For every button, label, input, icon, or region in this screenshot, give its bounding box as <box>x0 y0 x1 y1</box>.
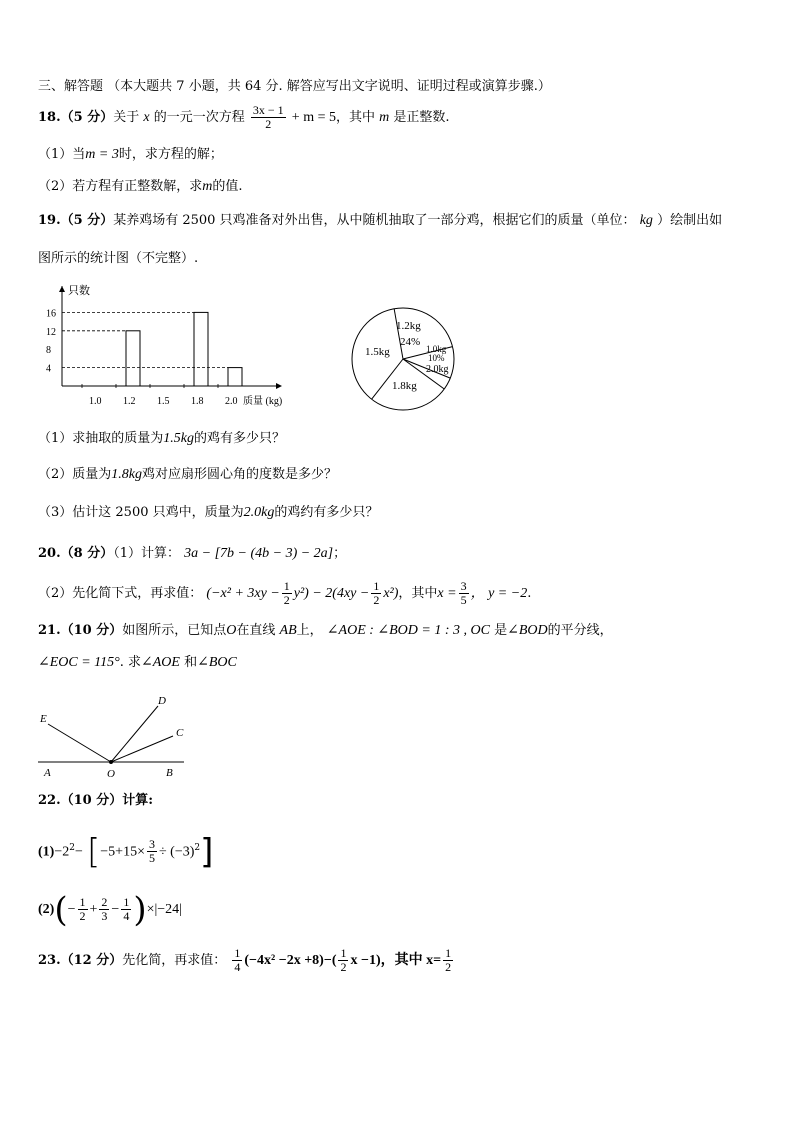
label-o: O <box>107 768 115 780</box>
ray-oe <box>48 724 111 762</box>
q18-p2-label: （2）若方程有正整数解，求 <box>38 179 203 194</box>
q20-p2-where: ，其中 <box>398 586 438 601</box>
q22-p1-d: ÷ (−3) <box>158 844 195 860</box>
q19-part2 <box>38 466 337 484</box>
q20-part1 <box>38 545 346 563</box>
q22-p2-a: − <box>67 902 76 917</box>
q19-p2-val: 1.8kg <box>111 467 142 482</box>
left-paren: ( <box>54 889 68 930</box>
q20-frac-2 <box>371 580 381 607</box>
q22-p1-fn: 3 <box>148 837 155 852</box>
q23-number: 23.（12 分） <box>38 953 123 968</box>
q21-ratio: ∠AOE : ∠BOD = 1 : 3 , OC <box>326 623 490 638</box>
section-note: （本大题共 7 小题，共 64 分. 解答应写出文字说明、证明过程或演算步骤.） <box>107 79 551 94</box>
q21-stem-2 <box>38 654 237 672</box>
q18-var-m: m <box>379 110 390 125</box>
q23-m2: x −1)，其中 x= <box>350 953 442 968</box>
y-axis-label: 只数 <box>68 285 90 297</box>
q23-f1n: 1 <box>234 946 241 960</box>
q21-text-b: 在直线 <box>236 623 276 638</box>
q22-p2-c: − <box>111 902 120 917</box>
q20-number: 20.（8 分） <box>38 546 114 561</box>
q22-p2-f1d: 2 <box>79 909 86 923</box>
q20-frac-3 <box>459 580 469 607</box>
q18-text-d: 是正整数. <box>393 110 450 125</box>
q19-text-c: 图所示的统计图（不完整）. <box>38 251 199 266</box>
q20-p2-m3: x²) <box>383 586 399 601</box>
q20-p2-m2: y²) − 2(4xy − <box>293 586 370 601</box>
q19-unit: kg <box>639 213 653 228</box>
q22-p1-label: (1) <box>38 844 55 860</box>
q20-p1-math: 3a − [7b − (4b − 3) − 2a] <box>184 546 334 561</box>
left-bracket: [ <box>87 831 101 872</box>
bar <box>126 331 140 386</box>
q23-frac3 <box>443 947 453 974</box>
q21-number: 21.（10 分） <box>38 623 123 638</box>
label-d: D <box>158 695 166 707</box>
label-c: C <box>176 727 184 739</box>
q23-f3n: 1 <box>445 946 452 960</box>
q23-frac1 <box>232 947 242 974</box>
q18-p2-rest: 的值. <box>212 179 243 194</box>
x-tick-label: 1.0 <box>89 396 102 407</box>
q22-p1-a: −2 <box>54 844 70 860</box>
q20-f3-den: 5 <box>460 593 467 607</box>
y-tick-label: 12 <box>46 326 56 338</box>
q20-frac-1 <box>282 580 292 607</box>
ray-od <box>111 706 158 762</box>
q21-text-f: . 求 <box>119 655 142 670</box>
q20-p2-m1: (−x² + 3xy − <box>206 586 280 601</box>
point-o <box>109 760 113 764</box>
section-title: 三、解答题 <box>38 79 104 94</box>
x-tick-label: 1.8 <box>191 396 204 407</box>
x-axis-label: 质量 (kg) <box>243 396 283 407</box>
pie-label: 2.0kg <box>426 364 449 375</box>
q21-text-a: 如图所示，已知点 <box>122 623 227 638</box>
y-axis-arrow <box>59 286 65 292</box>
q22-p1-fd: 5 <box>148 851 155 866</box>
q18-part1 <box>38 146 223 164</box>
q19-p3-val: 2.0kg <box>243 505 275 520</box>
pie-label: 1.8kg <box>392 380 417 392</box>
q21-stem <box>38 622 613 640</box>
q18-p1-label: （1）当 <box>38 147 86 162</box>
pie-label: 24% <box>400 336 421 348</box>
q21-text-c: 上， <box>296 623 323 638</box>
q20-part2 <box>38 580 531 607</box>
q22-stem <box>38 792 153 810</box>
q18-fraction <box>251 104 286 131</box>
q22-p2-f2d: 3 <box>101 909 108 923</box>
q18-text-c: ，其中 <box>335 110 375 125</box>
q19-p3-a: （3）估计这 2500 只鸡中，质量为 <box>38 505 244 520</box>
q18-var-x: x <box>143 110 150 125</box>
q23-text: 先化简，再求值： <box>122 953 227 968</box>
q20-p2-a: （2）先化简下式，再求值： <box>38 586 203 601</box>
q20-p2-end: . <box>527 586 532 601</box>
q19-p1-b: 的鸡有多少只？ <box>194 431 286 446</box>
q21-text-d: 是 <box>494 623 508 638</box>
y-tick-label: 4 <box>46 363 51 375</box>
q18-text: 关于 <box>113 110 140 125</box>
q23-frac2 <box>338 947 348 974</box>
q18-p2-var: m <box>202 179 213 194</box>
bar <box>228 368 242 386</box>
q22-p1-sup2: 2 <box>194 843 201 853</box>
pie-label: 1.0kg <box>426 344 447 354</box>
q20-p2-y: ， y = −2 <box>470 586 528 601</box>
q22-p2-frac1 <box>78 896 88 923</box>
x-tick-label: 1.5 <box>157 396 170 407</box>
q21-pt-o: O <box>226 623 237 638</box>
q19-p2-b: 鸡对应扇形圆心角的度数是多少？ <box>142 467 338 482</box>
q19-stem <box>38 212 722 230</box>
q22-p1-frac <box>147 838 157 865</box>
right-bracket: ] <box>200 831 214 872</box>
q23-stem <box>38 944 455 978</box>
pie-chart <box>348 305 463 413</box>
x-tick-label: 1.2 <box>123 396 136 407</box>
bar <box>194 312 208 386</box>
q21-ab: AB <box>279 623 297 638</box>
q22-p2-f1n: 1 <box>79 895 86 909</box>
q22-number: 22.（10 分） <box>38 793 123 808</box>
q22-p2-frac2 <box>99 896 109 923</box>
q22-text: 计算: <box>122 793 154 808</box>
q22-p2-f3d: 4 <box>123 909 130 923</box>
q23-f2d: 2 <box>340 960 347 974</box>
q20-f2-num: 1 <box>373 579 380 593</box>
x-tick-label: 2.0 <box>225 396 238 407</box>
q22-p2-f3n: 1 <box>123 895 130 909</box>
label-e: E <box>40 713 47 725</box>
q19-text-b: ）绘制出如 <box>657 213 723 228</box>
q19-text-a: 某养鸡场有 2500 只鸡准备对外出售，从中随机抽取了一部分鸡，根据它们的质量（单位： <box>113 213 636 228</box>
q18-frac-den: 2 <box>265 117 272 131</box>
q18-frac-num: 3x − 1 <box>252 103 284 117</box>
q20-p1-a: （1）计算： <box>113 546 180 561</box>
q20-f1-num: 1 <box>283 579 290 593</box>
ray-oc <box>111 736 173 762</box>
q19-part1 <box>38 430 285 448</box>
q22-p2-label: (2) <box>38 902 55 917</box>
pie-label: 10% <box>428 353 445 363</box>
q22-p2-b: + <box>89 902 98 917</box>
right-paren: ) <box>133 889 147 930</box>
q22-p2-e: |−24| <box>154 902 182 917</box>
q18-number: 18.（5 分） <box>38 110 114 125</box>
q21-text-g: 和 <box>184 655 198 670</box>
q22-part2 <box>38 889 182 930</box>
q22-p1-b: − <box>74 844 83 860</box>
q21-aoe: ∠AOE <box>141 655 180 670</box>
label-b: B <box>166 767 173 779</box>
q22-p1-c: −5+15× <box>100 844 145 860</box>
q20-f2-den: 2 <box>373 593 380 607</box>
q18-eq-tail: + m = 5 <box>291 110 336 125</box>
q18-p1-rest: 时，求方程的解； <box>118 147 223 162</box>
q19-p3-b: 的鸡约有多少只？ <box>274 505 379 520</box>
q20-p2-x: x = <box>437 586 457 601</box>
q22-p2-d: × <box>146 902 155 917</box>
q21-boc: ∠BOC <box>197 655 237 670</box>
q22-p2-f2n: 2 <box>101 895 108 909</box>
q18-stem <box>38 104 450 131</box>
q19-p2-a: （2）质量为 <box>38 467 112 482</box>
q19-p1-val: 1.5kg <box>163 431 194 446</box>
q23-f3d: 2 <box>445 960 452 974</box>
q23-f2n: 1 <box>340 946 347 960</box>
bar-chart <box>38 278 313 408</box>
q21-eoc: ∠EOC = 115° <box>38 655 120 670</box>
q19-part3 <box>38 504 378 522</box>
q18-p1-math: m = 3 <box>85 147 119 162</box>
q19-stem-2 <box>38 250 198 268</box>
section-heading <box>38 78 551 96</box>
q22-p2-frac3 <box>121 896 131 923</box>
q18-text-b: 的一元一次方程 <box>153 110 245 125</box>
y-tick-label: 8 <box>46 345 51 357</box>
q22-part1 <box>38 830 213 870</box>
q18-part2 <box>38 178 243 196</box>
pie-label: 1.5kg <box>365 346 390 358</box>
q23-f1d: 4 <box>234 960 241 974</box>
label-a: A <box>44 767 51 779</box>
q21-text-e: 的平分线， <box>547 623 613 638</box>
q20-p1-end: ； <box>333 546 347 561</box>
q21-bod: ∠BOD <box>507 623 548 638</box>
q23-m1: (−4x² −2x +8)−( <box>244 953 337 968</box>
y-tick-label: 16 <box>46 308 56 320</box>
angle-figure <box>36 690 186 782</box>
q19-p1-a: （1）求抽取的质量为 <box>38 431 164 446</box>
q20-f3-num: 3 <box>460 579 467 593</box>
pie-label: 1.2kg <box>396 320 421 332</box>
q22-p1-sup: 2 <box>69 843 75 853</box>
q19-number: 19.（5 分） <box>38 213 114 228</box>
x-axis-arrow <box>276 383 282 389</box>
q20-f1-den: 2 <box>283 593 290 607</box>
